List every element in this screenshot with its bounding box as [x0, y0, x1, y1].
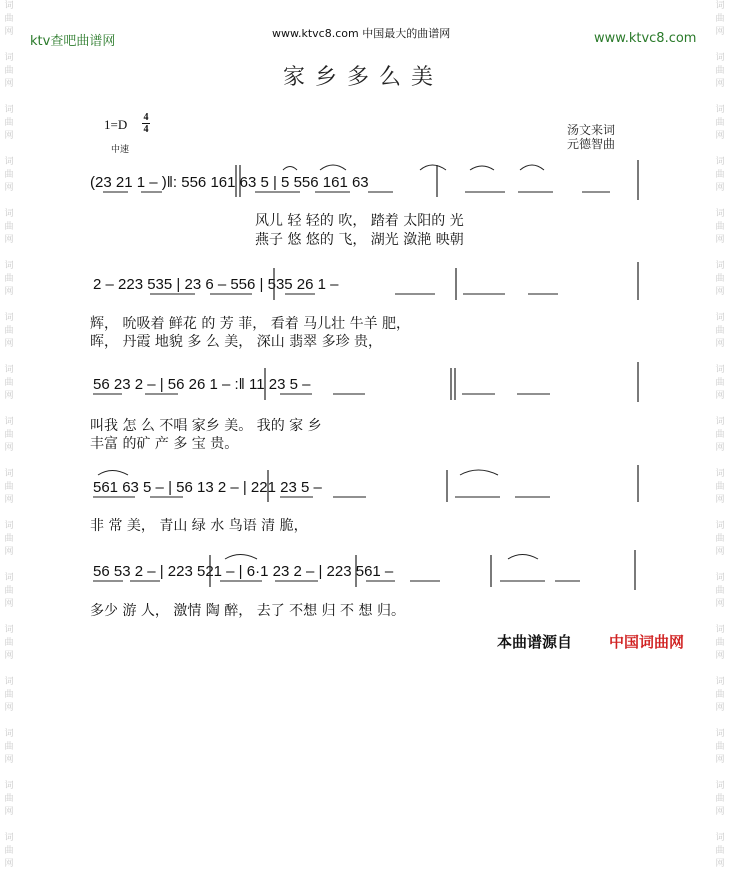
- score-row-3-lyric-1: 叫我 怎 么 不唱 家乡 美。 我的 家 乡: [90, 418, 322, 434]
- score-row-2-lyric-1: 辉， 吮吸着 鲜花 的 芳 菲， 看着 马儿壮 牛羊 肥，: [90, 316, 411, 332]
- slur: [520, 165, 544, 170]
- tempo-mark: 中速: [111, 145, 130, 155]
- right-side-watermark: 词 曲 网 词 曲 网 词 曲 网 词 曲 网 词 曲 网 词 曲 网 词 曲 网 词 曲 网 词 曲 网 词 曲 网 词 曲 网 词 曲 网 词 曲 网 词 曲 网 词 曲 网 词 曲 网 词 曲 网: [715, 1, 725, 869]
- score-row-1-notes: (23 21 1 – )‖: 556 161 63 5 | 5 556 161 63: [90, 174, 369, 191]
- score-row-3-notes: 56 23 2 – | 56 26 1 – :‖ 11 23 5 –: [93, 376, 311, 393]
- composer-credit: 元德智曲: [567, 137, 616, 151]
- slur: [460, 470, 498, 475]
- source-site-link[interactable]: 中国词曲网: [609, 633, 685, 651]
- score-row-4-notes: 561 63 5 – | 56 13 2 – | 221 23 5 –: [93, 479, 322, 496]
- score-row-3-lyric-2: 丰富 的矿 产 多 宝 贵。: [90, 436, 239, 452]
- site-url-right[interactable]: www.ktvc8.com: [594, 31, 697, 46]
- key-signature: 1=D: [104, 117, 128, 132]
- slur: [420, 165, 446, 170]
- site-name-left[interactable]: ktv查吧曲谱网: [30, 34, 116, 49]
- site-banner-center[interactable]: www.ktvc8.com 中国最大的曲谱网: [272, 27, 451, 40]
- slur: [508, 555, 538, 560]
- song-title: 家乡多么美: [283, 65, 444, 90]
- score-row-5-lyric-1: 多少 游 人， 激情 陶 醉， 去了 不想 归 不 想 归。: [90, 603, 405, 619]
- score-row-1-lyric-2: 燕子 悠 悠的 飞， 湖光 潋滟 映朝: [255, 232, 464, 248]
- lyricist-credit: 汤文来词: [567, 123, 616, 137]
- slur: [98, 471, 128, 476]
- slur: [320, 165, 346, 170]
- score-row-1-lyric-1: 风儿 轻 轻的 吹， 踏着 太阳的 光: [255, 213, 464, 229]
- left-side-watermark: 词 曲 网 词 曲 网 词 曲 网 词 曲 网 词 曲 网 词 曲 网 词 曲 网 词 曲 网 词 曲 网 词 曲 网 词 曲 网 词 曲 网 词 曲 网 词 曲 网 词 曲 网 词 曲 网 词 曲 网: [4, 1, 14, 869]
- slur: [470, 166, 494, 170]
- slur: [283, 167, 297, 171]
- score-row-2-lyric-2: 晖， 丹霞 地貌 多 么 美， 深山 翡翠 多珍 贵，: [90, 334, 383, 350]
- score-row-5-notes: 56 53 2 – | 223 521 – | 6·1 23 2 – | 223 561 –: [93, 563, 394, 580]
- score-row-2-notes: 2 – 223 535 | 23 6 – 556 | 535 26 1 –: [93, 276, 339, 293]
- time-bottom: 4: [143, 124, 149, 135]
- score-row-4-lyric-1: 非 常 美， 青山 绿 水 鸟语 清 脆，: [90, 518, 308, 534]
- time-top: 4: [143, 112, 149, 123]
- slur: [225, 555, 257, 560]
- source-label: 本曲谱源自: [497, 633, 573, 651]
